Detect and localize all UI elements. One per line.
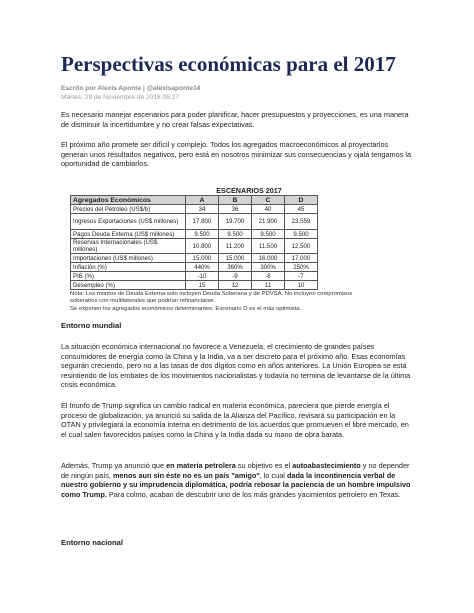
table-cell: Precios del Petróleo (US$/b) [71,205,186,214]
scenarios-table [70,195,318,290]
table-cell: 9.500 [285,230,318,239]
table-cell: 10.800 [186,239,219,254]
table-header-row [71,196,318,205]
table-cell: 45 [285,205,318,214]
table-row [71,230,318,239]
article-byline: Escrito por Alexis Aponte | @alexisaponte14 [61,85,201,92]
table-cell: 300% [252,263,285,272]
text-run: su objetivo es el [235,461,293,470]
table-header-cell: B [219,196,252,205]
article-date: Martes, 29 de Noviembre de 2016 05:27 [61,94,180,101]
table-row [71,281,318,290]
table-cell: Desempleo (%) [71,281,186,290]
table-cell: 250% [285,263,318,272]
table-cell: 11.200 [219,239,252,254]
table-cell: 12.500 [285,239,318,254]
table-cell: -8 [252,272,285,281]
table-cell: 34 [186,205,219,214]
table-header-cell: C [252,196,285,205]
table-row [71,272,318,281]
table-note: Nota: Los montos de Deuda Externa solo incluyen Deuda Soberana y de PDVSA. No incluyen compromisos soberanos con multilaterales que podrían refinanciarse. [70,291,353,305]
intro-paragraph-2: El próximo año promete ser difícil y complejo. Todos los agregados macroeconómicos al proyectarlos generan unos resultados negativos, pero está en nosotros minimizar sus consecuencias y ojalá tengamos la oportunidad de cambiarlos. [61,140,412,168]
table-cell: 11.500 [252,239,285,254]
table-cell: -7 [285,272,318,281]
table-cell: 440% [186,263,219,272]
table-cell: Ingresos Exportaciones (US$ millones) [71,214,186,230]
text-run: Para colmo, acaban de descubrir uno de los más grandes yacimientos petrolero en Texas. [106,489,401,499]
table-cell: 23.559 [285,214,318,230]
table-cell: 17.800 [186,214,219,230]
table-header-cell: A [186,196,219,205]
table-row [71,263,318,272]
article-title: Perspectivas económicas para el 2017 [61,52,396,76]
table-cell: -10 [186,272,219,281]
mundial-paragraph-3 [61,461,413,499]
table-header-cell: Agregados Económicos [71,196,186,205]
bold-text-run: autoabastecimiento [292,461,361,470]
intro-paragraph-1: Es necesario manejar escenarios para poder planificar, hacer presupuestos y proyecciones, es una manera de disminuir la incertidumbre y no crear falsas expectativas. [61,110,409,129]
table-cell: 9.500 [219,230,252,239]
table-row [71,254,318,263]
table-cell: 15 [186,281,219,290]
table-cell: 16.000 [252,254,285,263]
table-cell: 17.000 [285,254,318,263]
bold-text-run: menos aun sin éste no es un país "amigo" [112,470,260,480]
table-cell: 15.000 [186,254,219,263]
table-cell: 9.500 [252,230,285,239]
table-cell: 10 [285,281,318,290]
table-cell: Reservas Internacionales (US$ millones) [71,239,186,254]
section-heading-mundial: Entorno mundial [61,321,122,330]
text-run: , lo cual [259,470,287,480]
table-cell: 9.500 [186,230,219,239]
table-cell: 36 [219,205,252,214]
table-cell: 12 [219,281,252,290]
bold-text-run: en materia petrolera [166,461,236,470]
table-cell: Inflación (%) [71,263,186,272]
text-run: Además, Trump ya anunció que [61,461,167,470]
section-heading-nacional: Entorno nacional [61,538,124,547]
mundial-paragraph-2: El triunfo de Trump significa un cambio radical en materia económica, pareciera que pierde energía el proceso de globalización, ya anunció su salida de la Alianza del Pacífico, revisará su participación en la OTAN y privilegiará la economía interna en detrimento de los acuerdos que promueven el libre mercado, en el cual salen favorecidos países como la China y la India dada su mano de obra barata. [61,401,409,439]
table-row [71,205,318,214]
table-row [71,239,318,254]
scenarios-table-figure [64,186,374,313]
table-cell: 360% [219,263,252,272]
table-header-cell: D [285,196,318,205]
table-title: ESCENARIOS 2017 [216,186,282,195]
table-cell: 21.900 [252,214,285,230]
table-cell: Pagos Deuda Externa (US$ millones) [71,230,186,239]
table-cell: PIB (%) [71,272,186,281]
table-row [71,214,318,230]
table-cell: 11 [252,281,285,290]
table-note: Se exponen los agregados económicos determinantes. Escenario D es el más optimista. [70,306,302,313]
table-cell: Importaciones (US$ millones) [71,254,186,263]
table-cell: 19.700 [219,214,252,230]
bold-text-run: dada la incontinencia verbal de nuestro gobierno y su imprudencia diplomática, podría rebosar la paciencia de un hombre impulsivo como Trump. [61,470,411,499]
table-cell: 40 [252,205,285,214]
mundial-paragraph-1: La situación económica internacional no favorece a Venezuela, el crecimiento de grandes países consumidores de energía como la China y la India, va a ser discreto para el próximo año. Esas economías seguirán creciendo, pero no a las tasas de dos dígitos como en años anteriores. La Unión Europea se está resintiendo de los embates de los movimientos nacionalistas y todavía no termina de levantarse de la última crisis económica. [61,342,411,389]
table-cell: -9 [219,272,252,281]
text-run: y no depender de ningún país, [61,461,410,480]
table-cell: 15.000 [219,254,252,263]
